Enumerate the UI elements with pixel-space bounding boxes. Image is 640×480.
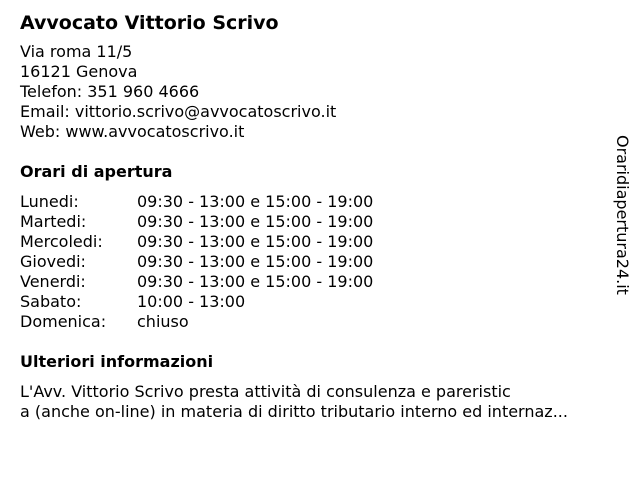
hours-row-friday [20,272,610,292]
hours-row-saturday [20,292,610,312]
day-hours: chiuso [137,312,189,331]
day-label: Mercoledi: [20,232,103,251]
day-label: Giovedi: [20,252,86,271]
address-city: 16121 Genova [20,62,138,81]
hours-row-monday [20,192,610,212]
day-hours: 09:30 - 13:00 e 15:00 - 19:00 [137,212,374,231]
day-hours: 09:30 - 13:00 e 15:00 - 19:00 [137,232,374,251]
business-card [20,10,610,422]
day-label: Domenica: [20,312,107,331]
info-text-line-2: a (anche on-line) in materia di diritto tributario interno ed internaz... [20,402,568,421]
business-title: Avvocato Vittorio Scrivo [20,12,279,34]
day-hours: 09:30 - 13:00 e 15:00 - 19:00 [137,192,374,211]
info-text-line-1: L'Avv. Vittorio Scrivo presta attività di consulenza e pareristic [20,382,511,401]
day-label: Venerdi: [20,272,86,291]
brand-watermark: Oraridiapertura24.it [613,135,632,295]
phone-line: Telefon: 351 960 4666 [20,82,200,101]
hours-row-wednesday [20,232,610,252]
hours-row-tuesday [20,212,610,232]
hours-row-thursday [20,252,610,272]
web-line: Web: www.avvocatoscrivo.it [20,122,245,141]
day-hours: 10:00 - 13:00 [137,292,246,311]
day-label: Martedi: [20,212,87,231]
address-street: Via roma 11/5 [20,42,133,61]
day-label: Lunedi: [20,192,79,211]
info-heading: Ulteriori informazioni [20,352,214,371]
hours-heading: Orari di apertura [20,162,173,181]
day-hours: 09:30 - 13:00 e 15:00 - 19:00 [137,252,374,271]
hours-row-sunday [20,312,610,332]
day-hours: 09:30 - 13:00 e 15:00 - 19:00 [137,272,374,291]
email-line: Email: vittorio.scrivo@avvocatoscrivo.it [20,102,337,121]
day-label: Sabato: [20,292,82,311]
hours-table [20,192,610,332]
